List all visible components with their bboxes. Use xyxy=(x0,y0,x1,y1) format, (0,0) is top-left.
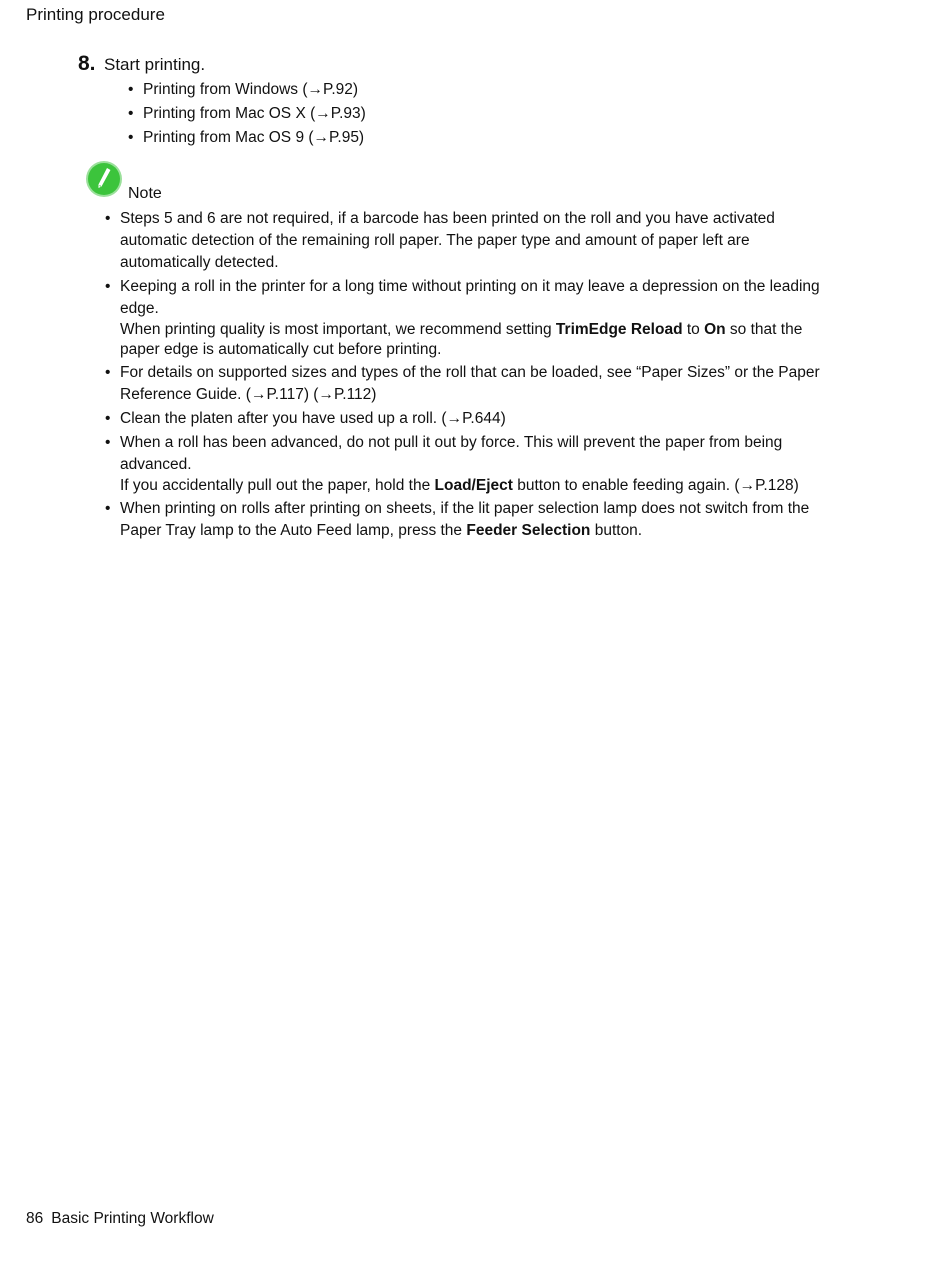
list-item: • Clean the platen after you have used up a roll. (→P.644) xyxy=(105,408,830,430)
step-text: Start printing. xyxy=(104,55,206,74)
link-mac-os-x[interactable]: Printing from Mac OS X (→P.93) xyxy=(143,105,366,122)
page-footer xyxy=(26,1210,214,1228)
button-name: Feeder Selection xyxy=(466,522,591,539)
list-item: • When printing on rolls after printing on sheets, if the lit paper selection lamp does not switch from the Paper Tray lamp to the Auto Feed lamp, press the Feeder Selection button. xyxy=(105,498,830,542)
note-text: For details on supported sizes and types of the roll that can be loaded, see “Paper Sizes” or the Paper Reference Guide. (→P.117) (→P.112) xyxy=(120,364,820,403)
note-text: When printing on rolls after printing on sheets, if the lit paper selection lamp does not switch from the Paper Tray lamp to the Auto Feed lamp, press the Feeder Selection button. xyxy=(120,500,810,539)
notes-list xyxy=(105,208,830,544)
link-mac-os-9[interactable]: Printing from Mac OS 9 (→P.95) xyxy=(143,129,365,146)
list-item: • For details on supported sizes and types of the roll that can be loaded, see “Paper Sizes” or the Paper Reference Guide. (→P.117) (→P.112) xyxy=(105,362,830,406)
button-name: Load/Eject xyxy=(434,477,513,494)
note-text: Steps 5 and 6 are not required, if a barcode has been printed on the roll and you have activated automatic detection of the remaining roll paper. The paper type and amount of paper left are automatically detected. xyxy=(120,210,775,271)
setting-name: TrimEdge Reload xyxy=(555,321,683,338)
printing-links-list xyxy=(128,80,366,152)
setting-value: On xyxy=(704,321,726,338)
footer-section-title: Basic Printing Workflow xyxy=(51,1210,214,1227)
list-item: • Keeping a roll in the printer for a long time without printing on it may leave a depression on the leading edge. When printing quality is most important, we recommend setting TrimEdge Reload to On so that the paper edge is automatically cut before printing. xyxy=(105,276,830,360)
step-number: 8. xyxy=(78,52,96,75)
pencil-icon xyxy=(85,160,123,198)
note-text-detail: If you accidentally pull out the paper, hold the Load/Eject button to enable feeding again. (→P.128) xyxy=(120,477,799,494)
list-item[interactable]: • Printing from Mac OS 9 (→P.95) xyxy=(128,129,365,146)
list-item: • When a roll has been advanced, do not pull it out by force. This will prevent the paper from being advanced. If you accidentally pull out the paper, hold the Load/Eject button to enable feeding again. (→P.128) xyxy=(105,432,830,496)
list-item: • Steps 5 and 6 are not required, if a barcode has been printed on the roll and you have activated automatic detection of the remaining roll paper. The paper type and amount of paper left are automatically detected. xyxy=(105,208,830,274)
list-item[interactable]: • Printing from Mac OS X (→P.93) xyxy=(128,105,366,122)
page-header-title: Printing procedure xyxy=(26,5,165,24)
note-text: When a roll has been advanced, do not pull it out by force. This will prevent the paper from being advanced. xyxy=(120,434,783,473)
note-text-detail: When printing quality is most important, we recommend setting TrimEdge Reload to On so that the paper edge is automatically cut before printing. xyxy=(120,321,803,358)
page-number: 86 xyxy=(26,1210,44,1227)
link-windows[interactable]: Printing from Windows (→P.92) xyxy=(143,81,359,98)
note-label: Note xyxy=(128,185,162,202)
list-item[interactable]: • Printing from Windows (→P.92) xyxy=(128,81,359,98)
note-text: Keeping a roll in the printer for a long time without printing on it may leave a depression on the leading edge. xyxy=(120,278,820,317)
step-8 xyxy=(78,52,205,76)
note-text: Clean the platen after you have used up a roll. (→P.644) xyxy=(120,410,506,427)
